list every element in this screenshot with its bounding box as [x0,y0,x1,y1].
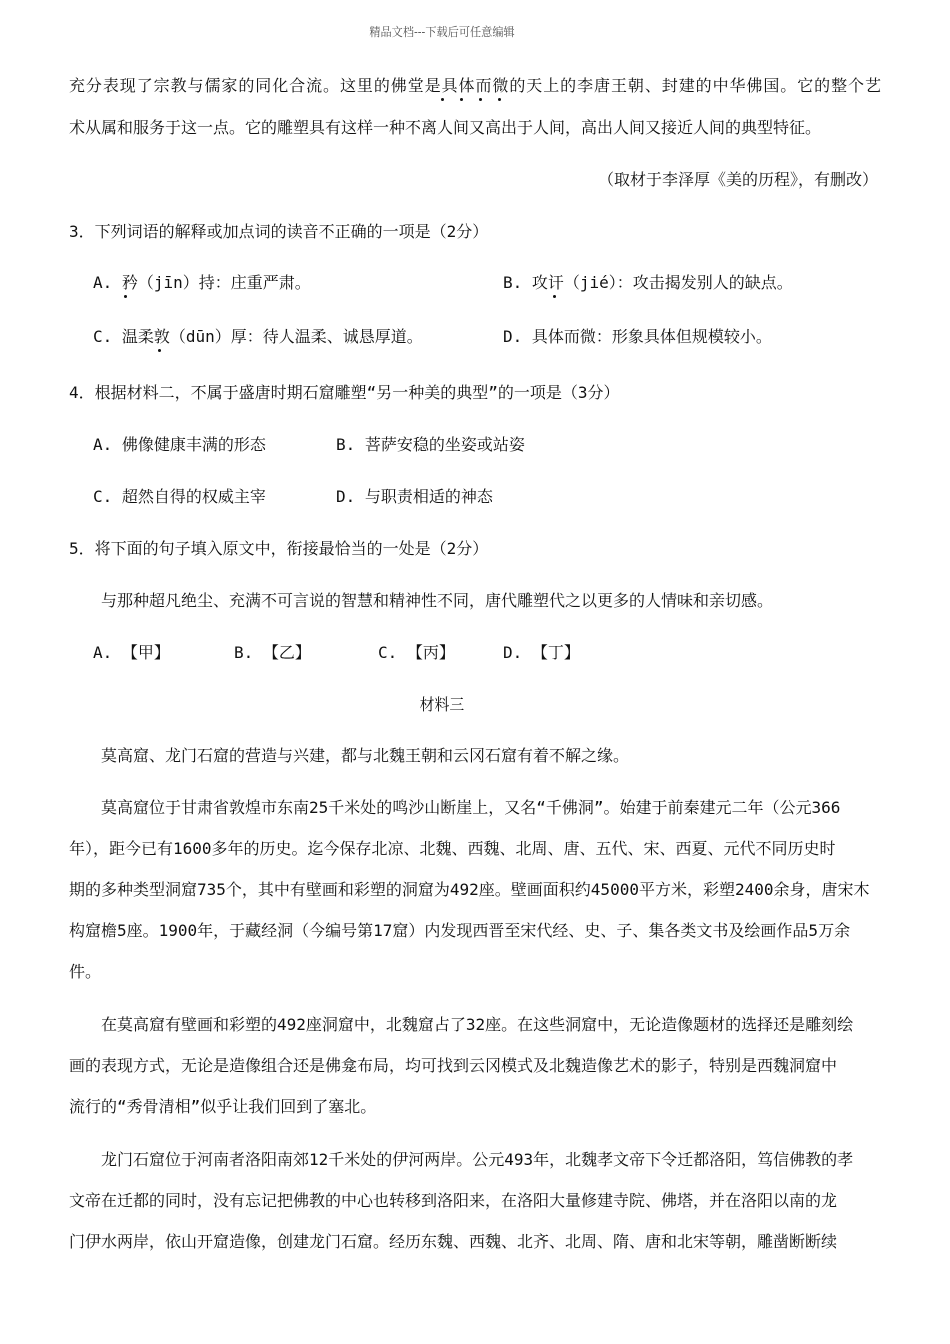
option-c: C. 超然自得的权威主宰 [93,487,266,506]
text-line: 年），距今已有1600多年的历史。迄今保存北凉、北魏、西魏、北周、唐、五代、宋、西夏、元代不同历史时 [69,839,836,858]
text-line: 术从属和服务于这一点。它的雕塑具有这样一种不离人间又高出于人间，高出人间又接近人间的典型特征。 [69,118,822,137]
text-line: 期的多种类型洞窟735个，其中有壁画和彩塑的洞窟为492座。壁画面积约45000平方米，彩塑2400余身，唐宋木 [69,880,870,899]
emphasis-dot [158,349,161,352]
emphasis-dot [553,295,556,298]
quoted-sentence: 与那种超凡绝尘、充满不可言说的智慧和精神性不同，唐代雕塑代之以更多的人情味和亲切感。 [101,591,774,610]
option-d: D. 与职责相适的神态 [336,487,493,506]
question-stem: 4．根据材料二，不属于盛唐时期石窟雕塑“另一种美的典型”的一项是（3分） [69,383,620,402]
text-line: 莫高窟位于甘肃省敦煌市东南25千米处的鸣沙山断崖上，又名“千佛洞”。始建于前秦建元二年（公元366 [101,798,841,817]
option-d: D. 【丁】 [503,643,580,662]
text-line: 件。 [69,962,102,981]
option-c: C. 【丙】 [378,643,455,662]
option-a: A. 【甲】 [93,643,170,662]
text-line: 流行的“秀骨清相”似乎让我们回到了塞北。 [69,1097,377,1116]
paragraph: 莫高窟、龙门石窟的营造与兴建，都与北魏王朝和云冈石窟有着不解之缘。 [101,746,630,765]
option-c: C. 温柔敦（dūn）厚：待人温柔、诚恳厚道。 [93,327,423,346]
option-a: A. 矜（jīn）持：庄重严肃。 [93,273,311,292]
emphasis-dot [498,98,501,101]
text-line: 画的表现方式，无论是造像组合还是佛龛布局，均可找到云冈模式及北魏造像艺术的影子，特别是西魏洞窟中 [69,1056,838,1075]
option-d: D. 具体而微：形象具体但规模较小。 [503,327,772,346]
question-stem: 5．将下面的句子填入原文中，衔接最恰当的一处是（2分） [69,539,489,558]
text-line: 在莫高窟有壁画和彩塑的492座洞窟中，北魏窟占了32座。在这些洞窟中，无论造像题材的选择还是雕刻绘 [101,1015,854,1034]
page-header: 精品文档---下载后可任意编辑 [369,25,515,39]
emphasis-dot [479,98,482,101]
option-a: A. 佛像健康丰满的形态 [93,435,266,454]
emphasis-dot [441,98,444,101]
emphasis-dot [124,295,127,298]
text-line: 龙门石窟位于河南者洛阳南郊12千米处的伊河两岸。公元493年，北魏孝文帝下令迁都洛阳，笃信佛教的孝 [101,1150,854,1169]
text-line: 文帝在迁都的同时，没有忘记把佛教的中心也转移到洛阳来，在洛阳大量修建寺院、佛塔，并在洛阳以南的龙 [69,1191,838,1210]
text-line: 构窟檐5座。1900年，于藏经洞（今编号第17窟）内发现西晋至宋代经、史、子、集各类文书及绘画作品5万余 [69,921,851,940]
emphasis-dot [460,98,463,101]
text-line: 门伊水两岸，依山开窟造像，创建龙门石窟。经历东魏、西魏、北齐、北周、隋、唐和北宋等朝，雕凿断断续 [69,1232,838,1251]
text-line: 充分表现了宗教与儒家的同化合流。这里的佛堂是具体而微的天上的李唐王朝、封建的中华佛国。它的整个艺 [69,76,881,95]
section-title: 材料三 [419,695,465,714]
source-citation: （取材于李泽厚《美的历程》，有删改） [597,170,878,189]
question-stem: 3．下列词语的解释或加点词的读音不正确的一项是（2分） [69,222,489,241]
option-b: B. 【乙】 [234,643,311,662]
option-b: B. 菩萨安稳的坐姿或站姿 [336,435,525,454]
option-b: B. 攻讦（jié）：攻击揭发别人的缺点。 [503,273,793,292]
